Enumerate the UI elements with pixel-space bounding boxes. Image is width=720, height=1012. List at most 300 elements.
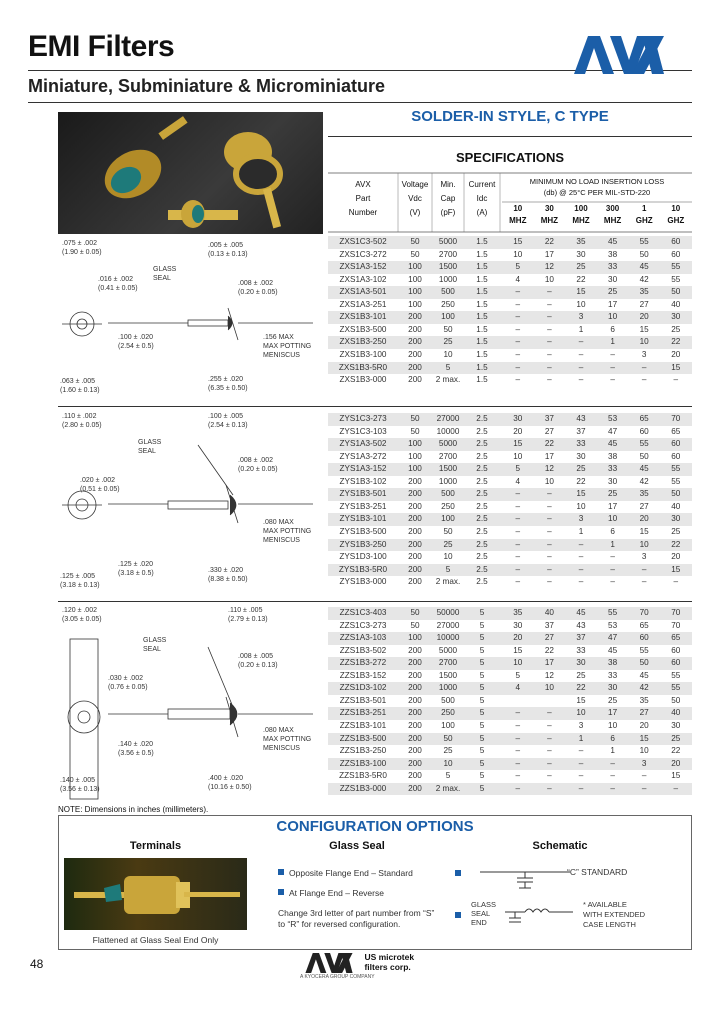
dimension-label: .008 ± .002 — [238, 280, 273, 287]
table-cell: 50000 — [436, 608, 460, 617]
dimension-label: .255 ± .020 — [208, 376, 243, 383]
table-cell: 38 — [608, 249, 618, 259]
table-cell: 12 — [544, 262, 554, 272]
table-cell: 200 — [408, 758, 422, 768]
table-cell: 200 — [408, 708, 422, 718]
table-cell: – — [515, 362, 521, 372]
table-cell: 60 — [671, 439, 681, 449]
dimension-label: (0.13 ± 0.13) — [208, 251, 248, 258]
table-cell: 2.5 — [476, 514, 488, 524]
table-cell: 200 — [408, 476, 422, 486]
table-cell: 5 — [515, 262, 521, 272]
table-cell: – — [673, 783, 679, 793]
dimension-note: NOTE: Dimensions in inches (millimeters). — [58, 805, 209, 814]
dimension-label: (0.20 ± 0.13) — [238, 662, 278, 669]
table-row — [328, 645, 692, 658]
table-cell: 25 — [671, 733, 681, 743]
table-cell: 15 — [671, 564, 681, 574]
table-row — [328, 607, 692, 620]
table-row — [328, 311, 692, 324]
table-row — [328, 657, 692, 670]
table-cell: ZYS1B3-500 — [339, 526, 387, 536]
table-row — [328, 336, 692, 349]
dimension-label: MENISCUS — [263, 352, 300, 359]
table-cell: 55 — [639, 439, 649, 449]
table-cell: – — [515, 349, 521, 359]
table-cell: 1.5 — [476, 362, 488, 372]
table-cell: 15 — [671, 362, 681, 372]
table-cell: 70 — [671, 414, 681, 423]
avx-logo — [572, 34, 666, 76]
table-cell: – — [547, 771, 552, 781]
dimension-label: .110 ± .002 — [62, 413, 97, 420]
table-cell: – — [547, 312, 552, 322]
table-row — [328, 476, 692, 489]
table-cell: 1.5 — [476, 237, 488, 246]
table-cell: 50 — [639, 658, 649, 668]
dimension-label: (1.60 ± 0.13) — [60, 387, 100, 394]
table-cell: 100 — [441, 312, 455, 322]
header-voltage: Voltage Vdc (V) — [401, 180, 429, 217]
header-freq: 1 GHZ — [635, 204, 653, 225]
table-cell: – — [578, 771, 584, 781]
table-cell: 30 — [608, 683, 618, 693]
table-cell: – — [547, 337, 552, 347]
table-cell: ZXS1B3-500 — [339, 324, 387, 334]
table-cell: 20 — [671, 552, 681, 562]
table-cell: 2.5 — [476, 564, 488, 574]
table-row — [328, 758, 692, 771]
dimension-label: .063 ± .005 — [60, 378, 95, 385]
table-cell: 3 — [641, 349, 647, 359]
table-cell: 6 — [610, 324, 615, 334]
table-cell: 200 — [408, 695, 422, 705]
footer-tagline: A KYOCERA GROUP COMPANY — [300, 974, 375, 980]
table-row — [328, 526, 692, 539]
dimension-label: SEAL — [143, 646, 161, 653]
table-cell: – — [547, 299, 552, 309]
table-cell: – — [547, 708, 552, 718]
dimension-label: .008 ± .005 — [238, 653, 273, 660]
table-cell: – — [610, 577, 615, 587]
table-cell: 70 — [671, 620, 681, 630]
table-cell: 47 — [608, 633, 618, 643]
table-cell: – — [578, 337, 584, 347]
table-row — [328, 374, 692, 387]
table-row — [328, 501, 692, 514]
table-cell: – — [578, 783, 584, 793]
schematic-standard-label: “C” STANDARD — [567, 867, 628, 877]
table-cell: 65 — [639, 414, 649, 423]
dimension-label: GLASS — [138, 439, 162, 446]
table-cell: 10 — [513, 658, 523, 668]
table-cell: 33 — [608, 670, 618, 680]
table-cell: – — [515, 708, 521, 718]
table-cell: – — [515, 564, 521, 574]
table-cell: 200 — [408, 501, 422, 511]
col-glass-seal: Glass Seal — [329, 840, 385, 852]
table-cell: 100 — [408, 439, 422, 449]
table-row — [328, 551, 692, 564]
table-cell: 30 — [576, 249, 586, 259]
table-cell: 22 — [576, 476, 586, 486]
table-cell: 30 — [671, 312, 681, 322]
table-cell: 15 — [671, 771, 681, 781]
table-cell: 65 — [671, 426, 681, 436]
table-cell: 33 — [576, 439, 586, 449]
table-cell: 45 — [576, 608, 586, 617]
table-cell: 10 — [639, 746, 649, 756]
table-cell: – — [641, 375, 647, 385]
table-cell: 200 — [408, 337, 422, 347]
table-cell: ZZS1B3-000 — [339, 783, 387, 793]
table-cell: – — [578, 375, 584, 385]
table-cell: 100 — [441, 720, 455, 730]
bullet-square-icon — [455, 912, 461, 918]
table-row — [328, 539, 692, 552]
table-cell: 20 — [671, 349, 681, 359]
table-cell: – — [547, 577, 552, 587]
dimension-label: (2.54 ± 0.13) — [208, 422, 248, 429]
table-cell: 35 — [639, 695, 649, 705]
header-freq: 10 MHZ — [509, 204, 527, 225]
glass-note: Change 3rd letter of part number from “S” to “R” for reversed configuration. — [278, 908, 435, 929]
table-cell: 40 — [671, 501, 681, 511]
table-row — [328, 438, 692, 451]
page-title: EMI Filters — [28, 30, 175, 63]
table-cell: ZZS1C3-273 — [339, 620, 387, 630]
table-cell: ZXS1B3-101 — [339, 312, 387, 322]
terminal-caption: Flattened at Glass Seal End Only — [92, 935, 219, 945]
table-cell: – — [610, 758, 615, 768]
table-cell: 25 — [671, 324, 681, 334]
table-cell: – — [578, 552, 584, 562]
schematic-standard — [455, 866, 685, 896]
schematic-extended-label: * AVAILABLE WITH EXTENDED CASE LENGTH — [583, 900, 646, 929]
table-cell: ZYS1A3-272 — [339, 451, 387, 461]
table-row — [328, 349, 692, 362]
table-cell: 38 — [608, 658, 618, 668]
table-cell: 4 — [515, 683, 521, 693]
table-row — [328, 695, 692, 708]
dimension-label: .080 MAX — [263, 519, 294, 526]
dimension-label: (0.76 ± 0.05) — [108, 684, 148, 691]
table-cell: 1 — [610, 337, 615, 347]
table-cell: ZYS1B3-102 — [339, 476, 387, 486]
table-cell: 200 — [408, 526, 422, 536]
table-cell: 200 — [408, 514, 422, 524]
table-cell: 1.5 — [476, 274, 488, 284]
table-cell: – — [547, 514, 552, 524]
table-row — [328, 720, 692, 733]
table-cell: 55 — [671, 683, 681, 693]
product-photo — [58, 112, 323, 234]
config-title: CONFIGURATION OPTIONS — [276, 818, 474, 835]
table-cell: 22 — [544, 237, 554, 246]
table-cell: 40 — [671, 708, 681, 718]
table-cell: 30 — [576, 451, 586, 461]
table-cell: 2.5 — [476, 426, 488, 436]
table-cell: 33 — [576, 645, 586, 655]
table-cell: 55 — [608, 608, 618, 617]
table-cell: 2.5 — [476, 552, 488, 562]
table-cell: 250 — [441, 708, 455, 718]
table-cell: 200 — [408, 771, 422, 781]
table-cell: 2 max. — [435, 577, 461, 587]
table-cell: 5000 — [438, 237, 458, 246]
table-cell: 53 — [608, 414, 618, 423]
table-cell: – — [641, 577, 647, 587]
table-cell: 1000 — [438, 476, 458, 486]
table-row — [328, 783, 692, 796]
table-cell: 10 — [544, 683, 554, 693]
dimension-label: .156 MAX — [263, 334, 294, 341]
dimension-label: (0.41 ± 0.05) — [98, 285, 138, 292]
table-cell: 5 — [479, 620, 485, 630]
table-cell: – — [515, 758, 521, 768]
table-cell: 35 — [576, 237, 586, 246]
table-cell: 1.5 — [476, 375, 488, 385]
table-cell: ZXS1A3-152 — [339, 262, 387, 272]
dimension-label: (2.80 ± 0.05) — [62, 422, 102, 429]
table-cell: 65 — [639, 620, 649, 630]
table-cell: 17 — [608, 299, 618, 309]
table-cell: 55 — [671, 262, 681, 272]
glass-option-standard: Opposite Flange End – Standard — [278, 868, 413, 879]
table-cell: 1000 — [438, 274, 458, 284]
table-cell: 45 — [608, 439, 618, 449]
table-cell: 10 — [544, 274, 554, 284]
dims-zxs — [58, 236, 323, 404]
header-part-number: AVX Part Number — [348, 180, 378, 217]
table-cell: 250 — [441, 299, 455, 309]
table-cell: 15 — [513, 439, 523, 449]
table-row — [328, 261, 692, 274]
table-row — [328, 576, 692, 589]
header-min-cap: Min. Cap (pF) — [440, 180, 456, 217]
table-cell: 53 — [608, 620, 618, 630]
table-cell: 5 — [515, 464, 521, 474]
dims-zzs — [58, 607, 323, 802]
table-row — [328, 513, 692, 526]
dimension-label: .020 ± .002 — [80, 477, 115, 484]
table-cell: – — [673, 577, 679, 587]
table-cell: 25 — [576, 464, 586, 474]
dimension-label: .100 ± .005 — [208, 413, 243, 420]
table-cell: 37 — [544, 620, 554, 630]
table-cell: – — [515, 514, 521, 524]
table-cell: 10 — [639, 337, 649, 347]
table-cell: 40 — [544, 608, 554, 617]
table-cell: 1.5 — [476, 299, 488, 309]
dimension-label: MAX POTTING — [263, 736, 312, 743]
table-row — [328, 488, 692, 501]
table-cell: 27 — [639, 708, 649, 718]
table-row — [328, 670, 692, 683]
table-row — [328, 249, 692, 262]
table-cell: 1.5 — [476, 324, 488, 334]
page-subtitle: Miniature, Subminiature & Microminiature — [28, 76, 386, 96]
table-cell: 17 — [544, 658, 554, 668]
dimension-label: SEAL — [138, 448, 156, 455]
table-cell: 15 — [639, 324, 649, 334]
table-cell: 50 — [410, 414, 420, 423]
table-cell: 33 — [608, 262, 618, 272]
bullet-square-icon — [455, 870, 461, 876]
table-cell: 2700 — [438, 658, 458, 668]
table-cell: ZYS1A3-502 — [339, 439, 387, 449]
table-cell: 50 — [443, 324, 453, 334]
table-cell: 30 — [576, 658, 586, 668]
table-cell: 35 — [639, 489, 649, 499]
table-cell: 50 — [410, 237, 420, 246]
table-cell: 27000 — [436, 414, 460, 423]
table-cell: 50 — [410, 426, 420, 436]
table-cell: 200 — [408, 733, 422, 743]
table-cell: – — [515, 783, 521, 793]
table-cell: 30 — [513, 414, 523, 423]
col-schematic: Schematic — [532, 840, 588, 852]
dimension-label: (1.90 ± 0.05) — [62, 249, 102, 256]
table-cell: 1.5 — [476, 337, 488, 347]
table-cell: 2 max. — [435, 783, 461, 793]
bullet-square-icon — [278, 889, 284, 895]
table-cell: 1.5 — [476, 349, 488, 359]
table-cell: – — [547, 552, 552, 562]
table-cell: 5 — [479, 758, 485, 768]
table-cell: – — [578, 362, 584, 372]
table-cell: 2.5 — [476, 414, 488, 423]
table-cell: 10000 — [436, 633, 460, 643]
table-cell: ZYS1D3-100 — [339, 552, 387, 562]
table-cell: 45 — [608, 237, 618, 246]
table-cell: 10 — [576, 501, 586, 511]
table-cell: 100 — [408, 451, 422, 461]
table-cell: 1.5 — [476, 262, 488, 272]
table-cell: 4 — [515, 476, 521, 486]
dimension-label: .080 MAX — [263, 727, 294, 734]
table-cell: – — [610, 552, 615, 562]
table-cell: 100 — [408, 633, 422, 643]
table-cell: – — [641, 783, 647, 793]
table-cell: 17 — [544, 451, 554, 461]
table-cell: 43 — [576, 414, 586, 423]
table-cell: 30 — [608, 274, 618, 284]
table-cell: 200 — [408, 658, 422, 668]
table-cell: – — [547, 501, 552, 511]
table-cell: 10 — [576, 708, 586, 718]
table-cell: 5 — [479, 708, 485, 718]
table-cell: ZXS1B3-100 — [339, 349, 387, 359]
table-cell: 25 — [608, 287, 618, 297]
table-cell: 22 — [671, 337, 681, 347]
table-cell: 55 — [671, 670, 681, 680]
table-cell: 17 — [544, 249, 554, 259]
table-cell: 27 — [544, 426, 554, 436]
table-cell: – — [578, 539, 584, 549]
table-cell: ZXS1C3-502 — [339, 237, 387, 246]
table-cell: 200 — [408, 683, 422, 693]
table-cell: 1 — [610, 746, 615, 756]
table-cell: – — [547, 349, 552, 359]
table-cell: 200 — [408, 645, 422, 655]
dimension-label: .016 ± .002 — [98, 276, 133, 283]
table-cell: ZXS1B3-000 — [339, 375, 387, 385]
table-row — [328, 733, 692, 746]
table-cell: – — [578, 758, 584, 768]
table-cell: 5 — [479, 746, 485, 756]
table-cell: – — [578, 577, 584, 587]
dimension-label: (2.54 ± 0.5) — [118, 343, 154, 350]
table-cell: 25 — [608, 695, 618, 705]
table-cell: 5 — [479, 771, 485, 781]
table-cell: ZZS1B3-101 — [339, 720, 387, 730]
dimension-label: .140 ± .020 — [118, 741, 153, 748]
table-cell: 10 — [576, 299, 586, 309]
table-cell: 2.5 — [476, 439, 488, 449]
table-cell: – — [515, 577, 521, 587]
dimension-label: MENISCUS — [263, 537, 300, 544]
table-cell: 20 — [639, 720, 649, 730]
table-cell: 60 — [639, 633, 649, 643]
table-cell: 2700 — [438, 451, 458, 461]
dimension-label: .125 ± .020 — [118, 561, 153, 568]
table-cell: ZXS1B3-5R0 — [338, 362, 388, 372]
table-cell: 22 — [544, 439, 554, 449]
table-cell: – — [515, 501, 521, 511]
table-cell: ZZS1B3-5R0 — [339, 771, 387, 781]
table-cell: 35 — [639, 287, 649, 297]
table-cell: – — [578, 349, 584, 359]
table-cell: 50 — [410, 249, 420, 259]
table-cell: 10 — [513, 249, 523, 259]
table-cell: – — [547, 733, 552, 743]
table-cell: – — [515, 526, 521, 536]
table-cell: – — [547, 324, 552, 334]
table-cell: 42 — [639, 476, 649, 486]
table-cell: 2.5 — [476, 577, 488, 587]
table-cell: – — [578, 564, 584, 574]
header-freq: 30 MHZ — [540, 204, 559, 225]
table-cell: 200 — [408, 375, 422, 385]
table-cell: 55 — [671, 464, 681, 474]
header-current: Current Idc (A) — [468, 180, 496, 217]
table-cell: – — [547, 758, 552, 768]
table-cell: ZYS1B3-250 — [339, 539, 387, 549]
table-cell: 3 — [641, 552, 647, 562]
table-cell: 5 — [479, 608, 485, 617]
table-cell: 10 — [443, 552, 453, 562]
dimension-label: .100 ± .020 — [118, 334, 153, 341]
table-cell: 1.5 — [476, 287, 488, 297]
table-cell: 27 — [639, 299, 649, 309]
table-cell: 25 — [443, 539, 453, 549]
table-cell: 200 — [408, 783, 422, 793]
table-cell: ZZS1B3-501 — [339, 695, 387, 705]
dimension-label: (6.35 ± 0.50) — [208, 385, 248, 392]
table-cell: 60 — [671, 237, 681, 246]
table-cell: 3 — [641, 758, 647, 768]
table-cell: 25 — [443, 746, 453, 756]
table-cell: 200 — [408, 539, 422, 549]
table-cell: 60 — [671, 451, 681, 461]
table-cell: 5 — [445, 362, 451, 372]
table-cell: 22 — [576, 683, 586, 693]
dimension-label: .140 ± .005 — [60, 777, 95, 784]
table-cell: ZXS1A3-251 — [339, 299, 387, 309]
table-cell: 25 — [443, 337, 453, 347]
table-cell: 10 — [513, 451, 523, 461]
